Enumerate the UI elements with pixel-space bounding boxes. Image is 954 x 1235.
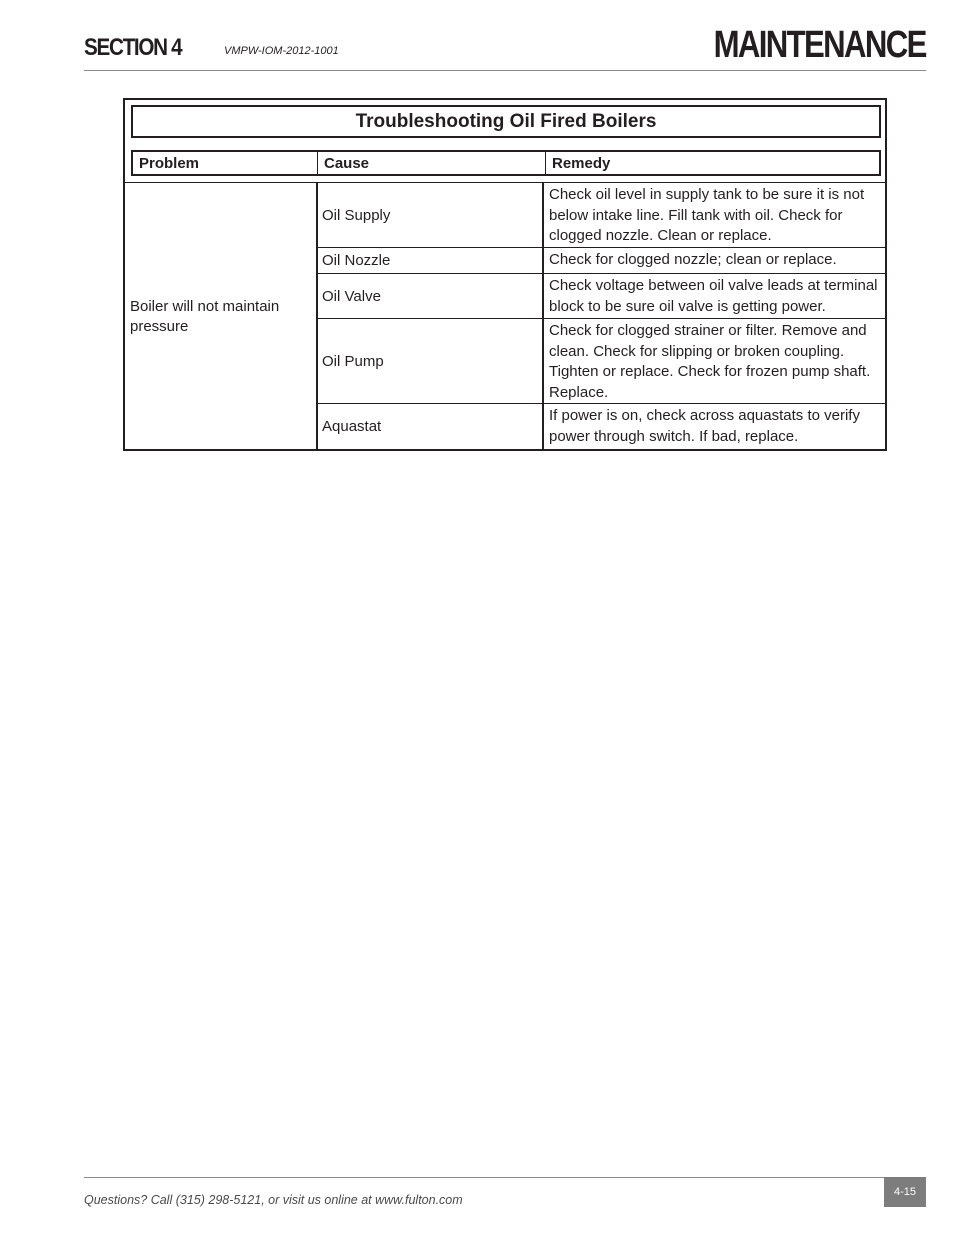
cause-cell: Oil Valve bbox=[318, 274, 544, 318]
table-body bbox=[125, 182, 885, 445]
footer-contact: Questions? Call (315) 298-5121, or visit us online at www.fulton.com bbox=[84, 1193, 463, 1207]
table-row bbox=[318, 247, 885, 273]
troubleshooting-table bbox=[123, 98, 887, 451]
remedy-cell: Check voltage between oil valve leads at terminal block to be sure oil valve is getting power. bbox=[549, 277, 878, 315]
remedy-cell: Check for clogged strainer or filter. Remove and clean. Check for slipping or broken coupling. Tighten or replace. Check for frozen pump shaft. Replace. bbox=[549, 322, 871, 401]
table-row bbox=[318, 403, 885, 449]
section-title: MAINTENANCE bbox=[713, 24, 926, 66]
remedy-cell: Check for clogged nozzle; clean or replace. bbox=[549, 251, 837, 268]
column-header-cause: Cause bbox=[318, 152, 546, 174]
section-label: SECTION 4 bbox=[84, 34, 182, 61]
page-header bbox=[84, 22, 926, 71]
table-row bbox=[318, 183, 885, 247]
document-code: VMPW-IOM-2012-1001 bbox=[224, 45, 339, 57]
table-row bbox=[318, 318, 885, 404]
cause-cell: Oil Nozzle bbox=[318, 248, 544, 273]
table-row bbox=[318, 273, 885, 318]
problem-cell bbox=[125, 183, 318, 450]
page-number: 4-15 bbox=[884, 1177, 926, 1207]
column-header-remedy: Remedy bbox=[552, 154, 611, 172]
table-header-row bbox=[131, 150, 881, 176]
cause-cell: Aquastat bbox=[318, 404, 544, 449]
table-title: Troubleshooting Oil Fired Boilers bbox=[131, 105, 881, 138]
cause-cell: Oil Pump bbox=[318, 319, 544, 404]
remedy-cell: Check oil level in supply tank to be sure it is not below intake line. Fill tank with oil. Check for clogged nozzle. Clean or replace. bbox=[549, 186, 865, 244]
footer-divider bbox=[84, 1177, 926, 1178]
remedy-cell: If power is on, check across aquastats to verify power through switch. If bad, replace. bbox=[549, 407, 860, 445]
problem-text: Boiler will not maintain pressure bbox=[130, 297, 280, 335]
column-header-problem: Problem bbox=[133, 152, 318, 174]
cause-cell: Oil Supply bbox=[318, 183, 544, 247]
